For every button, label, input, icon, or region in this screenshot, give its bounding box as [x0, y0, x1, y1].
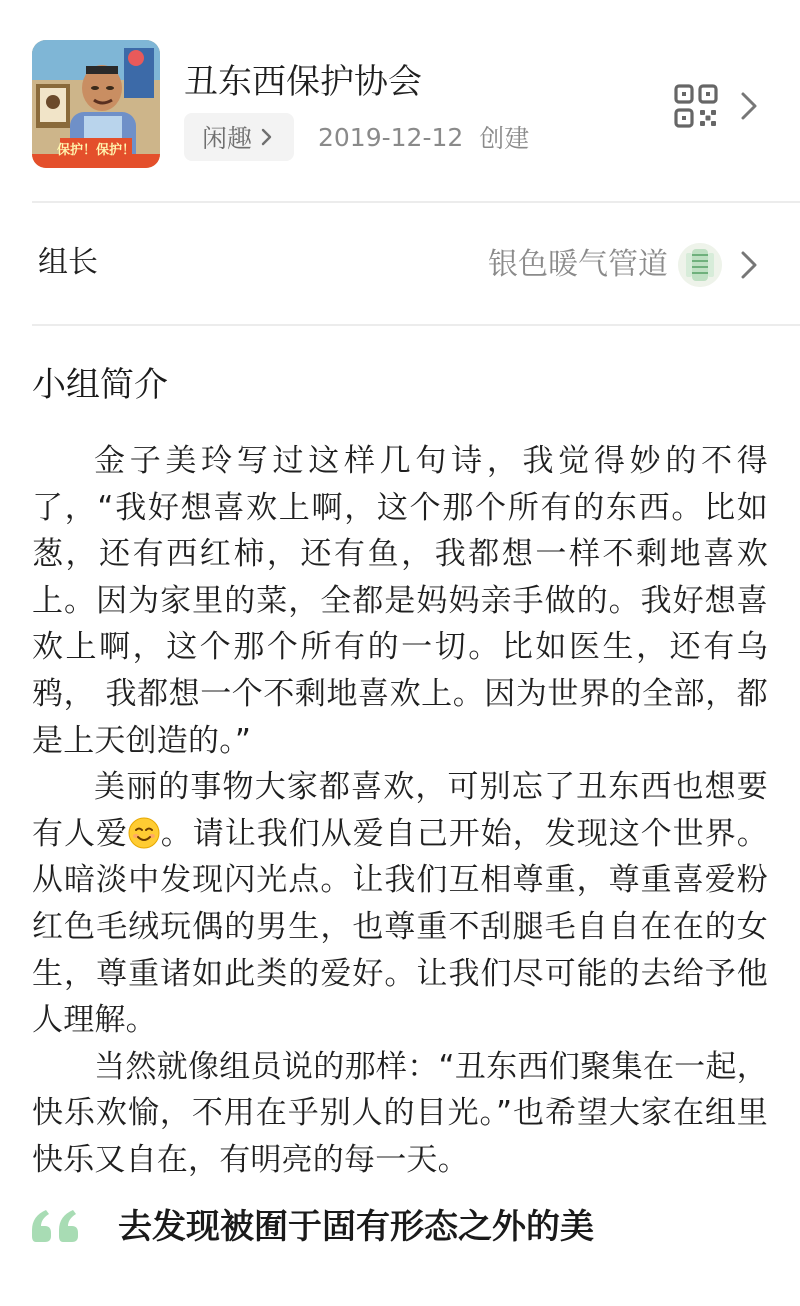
- intro-paragraph: 金子美玲写过这样几句诗，我觉得妙的不得了，“我好想喜欢上啊，这个那个所有的东西。比如葱，还有西红柿，还有鱼，我都想一样不剩地喜欢上。因为家里的菜，全都是妈妈亲手做的。我好想喜欢上啊，这个那个所有的一切。比如医生，还有乌鸦， 我都想一个不剩地喜欢上。因为世界的全部，都是上天创造的。”: [32, 443, 768, 759]
- created-info: [318, 113, 529, 161]
- smiling-face-emoji-icon: [128, 817, 160, 849]
- intro-paragraph: [32, 764, 768, 1044]
- created-date: 2019-12-12: [318, 122, 464, 152]
- category-tag-label: 闲趣: [202, 124, 253, 153]
- created-label: 创建: [479, 124, 530, 153]
- intro-title: 小组简介: [32, 365, 168, 405]
- leader-label: 组长: [38, 245, 98, 280]
- group-header: [0, 0, 800, 200]
- qr-code-icon[interactable]: [674, 84, 718, 128]
- leader-name: 银色暖气管道: [488, 247, 668, 282]
- quote-mark-icon: [32, 1208, 82, 1246]
- group-name: 丑东西保护协会: [184, 62, 422, 102]
- group-avatar[interactable]: [32, 40, 160, 168]
- leader-avatar[interactable]: [678, 243, 722, 287]
- chevron-right-icon[interactable]: [738, 84, 762, 128]
- intro-paragraph: 当然就像组员说的那样：“丑东西们聚集在一起，快乐欢愉，不用在乎别人的目光。”也希望大家在组里快乐又自在，有明亮的每一天。: [32, 1048, 768, 1178]
- chevron-right-icon: [260, 127, 274, 147]
- quote-text: 去发现被囿于固有形态之外的美: [118, 1207, 594, 1247]
- featured-quote: [32, 1198, 768, 1258]
- avatar-caption: 保护！保护！: [56, 143, 136, 158]
- chevron-right-icon[interactable]: [738, 243, 762, 287]
- group-leader-row[interactable]: [0, 203, 800, 323]
- category-tag-button[interactable]: [184, 113, 294, 161]
- intro-paragraph-text: 美丽的事物大家都喜欢，可别忘了丑东西也想要有人爱: [32, 769, 768, 852]
- intro-body: [32, 438, 768, 1184]
- divider: [32, 324, 800, 326]
- intro-paragraph-text: 。请让我们从爱自己开始，发现这个世界。从暗淡中发现闪光点。让我们互相尊重，尊重喜爱粉红色毛绒玩偶的男生，也尊重不刮腿毛自自在在的女生，尊重诸如此类的爱好。让我们尽可能的去给予他人理解。: [32, 815, 768, 1039]
